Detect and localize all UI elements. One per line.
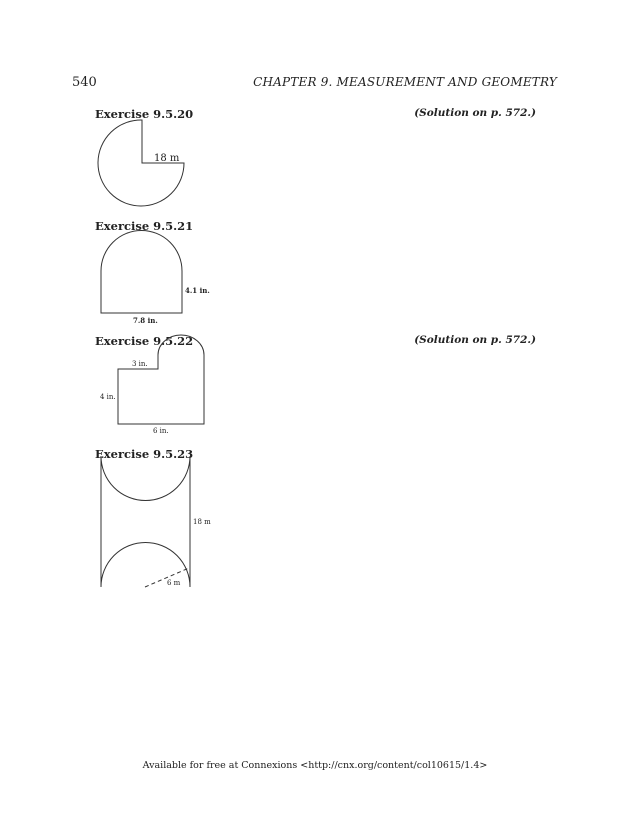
exercise-title-9-5-22: Exercise 9.5.22 (95, 334, 194, 348)
length-label: 18 m (193, 518, 211, 526)
exercise-title-9-5-23: Exercise 9.5.23 (95, 447, 194, 461)
solution-link-9-5-22[interactable]: (Solution on p. 572.) (414, 334, 536, 346)
footer-availability: Available for free at Connexions <http://cnx.org/content/col10615/1.4> (142, 760, 488, 771)
exercise-title-9-5-20: Exercise 9.5.20 (95, 107, 194, 121)
exercise-title-9-5-21: Exercise 9.5.21 (95, 219, 194, 233)
solution-link-9-5-20[interactable]: (Solution on p. 572.) (414, 107, 536, 119)
bottom-length-label: 6 in. (153, 427, 169, 435)
chapter-header: CHAPTER 9. MEASUREMENT AND GEOMETRY (253, 75, 557, 89)
top-semicircle-cutout (101, 456, 190, 501)
radius-label: 18 m (154, 153, 180, 164)
page-number: 540 (72, 75, 97, 90)
height-label: 4.1 in. (185, 286, 210, 295)
top-length-label: 3 in. (132, 360, 148, 368)
side-length-label: 4 in. (100, 393, 116, 401)
radius-label-6m: 6 m (167, 579, 181, 587)
width-label: 7.8 in. (133, 316, 158, 325)
